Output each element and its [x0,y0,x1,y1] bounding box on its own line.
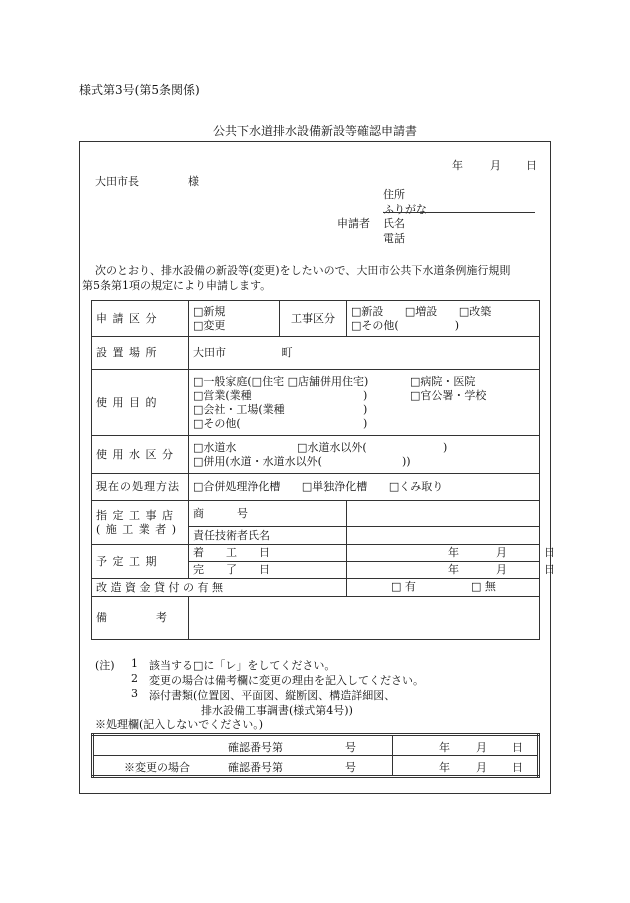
proc-henko-label: ※変更の場合 [124,761,190,774]
form-number: 様式第3号(第5条関係) [79,83,200,97]
checkbox-shinsetsu[interactable]: □新設 [351,304,384,318]
note-3: 添付書類(位置図、平面図、縦断図、構造詳細図、 [149,689,396,702]
chakko-day: 日 [544,546,555,559]
row-biko [92,597,540,640]
intro-line-1: 次のとおり、排水設備の新設等(変更)をしたいので、大田市公共下水道条例施行規則 [95,264,511,277]
note-2: 変更の場合は備考欄に変更の理由を記入してください。 [149,674,424,687]
checkbox-kaizo-no[interactable]: □ 無 [471,580,496,593]
label-shiyo-mokuteki: 使 用 目 的 [96,395,158,409]
row-kaizo-shikin [92,579,540,597]
proc-go-1: 号 [345,741,356,754]
checkbox-kaizo-yes[interactable]: □ 有 [391,580,416,593]
chakko-month: 月 [496,546,507,559]
applicant-name-label: 氏名 [383,217,405,230]
input-sekinin-gijutsusha[interactable] [347,527,540,545]
paren-eigyo: ) [363,388,368,402]
paren-sonota-mokuteki: ) [363,416,368,430]
checkbox-kaichiku[interactable]: □改築 [458,304,492,318]
checkbox-zosetsu[interactable]: □増設 [404,304,438,318]
note-2-num: 2 [131,672,138,685]
label-setchi-basho: 設 置 場 所 [96,346,158,359]
label-shiyo-sui: 使 用 水 区 分 [96,447,174,461]
row-shinsei-kubun [92,301,540,337]
row-shitei-kojiten-1 [92,501,540,527]
applicant-furigana-label: ふりがな [383,203,427,216]
checkbox-shinki[interactable]: □新規 [193,304,226,318]
intro-line-2: 第5条第1項の規定により申請します。 [82,279,272,292]
proc-day-1: 日 [512,741,523,754]
proc-month-2: 月 [476,761,487,774]
label-koji-kubun: 工事区分 [291,311,335,325]
date-month: 月 [490,159,501,172]
checkbox-ippan-katei[interactable]: □一般家庭(□住宅 □店舗併用住宅) [193,374,369,388]
checkbox-kankosho[interactable]: □官公署・学校 [410,388,487,402]
checkbox-kumitori[interactable]: □くみ取り [388,480,444,493]
applicant-address-label: 住所 [383,188,405,201]
notes-head: (注) [95,659,115,672]
applicant-label: 申請者 [337,217,370,230]
note-3-num: 3 [131,687,138,700]
proc-kakunin-label-2: 確認番号第 [228,761,283,774]
note-1: 該当する□に「レ」をしてください。 [149,659,336,672]
input-biko[interactable] [189,597,540,640]
label-biko: 備 考 [96,611,168,624]
label-shori-hoho: 現在の処理方法 [96,480,180,493]
proc-day-2: 日 [512,761,523,774]
kanryo-month: 月 [496,563,507,576]
setchi-city: 大田市 [193,346,226,359]
paren-kaisha: ) [363,402,368,416]
label-shitei-kojiten: 指 定 工 事 店 [96,508,174,522]
checkbox-sonota-mokuteki[interactable]: □その他( [193,416,241,430]
proc-month-1: 月 [476,741,487,754]
row-shiyo-mokuteki [92,370,540,436]
proc-go-2: 号 [345,761,356,774]
proc-kakunin-label-1: 確認番号第 [228,741,283,754]
proc-year-2: 年 [439,761,450,774]
note-1-num: 1 [131,657,138,670]
paren-close-koji: ) [454,318,459,332]
row-shori-hoho [92,474,540,501]
applicant-address-line [383,212,535,213]
input-shogo[interactable] [347,501,540,527]
row-setchi-basho [92,337,540,370]
label-shogo: 商 号 [193,506,248,520]
label-kanryo: 完 了 日 [193,563,270,576]
kanryo-year: 年 [448,563,459,576]
addressee-mayor: 大田市長 [95,175,139,188]
checkbox-suidosui-igai[interactable]: □水道水以外( [297,440,367,454]
checkbox-byoin[interactable]: □病院・医院 [410,374,476,388]
form-title: 公共下水道排水設備新設等確認申請書 [213,124,418,138]
row-shiyo-sui [92,436,540,474]
checkbox-sonota-koji[interactable]: □その他( [351,318,399,332]
application-table [91,300,555,640]
setchi-town: 町 [281,346,293,359]
addressee-sama: 様 [188,175,199,188]
kanryo-day: 日 [544,563,555,576]
label-sekinin-gijutsusha: 責任技術者氏名 [193,528,270,542]
note-3b: 排水設備工事調書(様式第4号)) [201,704,353,717]
row-chakko [92,545,540,562]
checkbox-henko[interactable]: □変更 [193,318,226,332]
label-seko-gyosha: ( 施 工 業 者 ) [96,522,178,536]
chakko-year: 年 [448,546,459,559]
applicant-phone-label: 電話 [383,232,405,245]
checkbox-heiyo[interactable]: □併用(水道・水道水以外( [193,454,322,468]
checkbox-gappei[interactable]: □合併処理浄化槽 [193,480,281,493]
paren-heiyo: )) [402,454,411,468]
date-year: 年 [452,159,463,172]
label-shinsei-kubun: 申 請 区 分 [96,311,158,325]
proc-row-1 [93,735,539,756]
proc-row-2 [93,756,539,777]
proc-year-1: 年 [439,741,450,754]
processing-table [91,733,540,778]
date-day: 日 [526,159,537,172]
label-kaizo-shikin: 改 造 資 金 貸 付 の 有 無 [96,580,223,594]
checkbox-kaisha[interactable]: □会社・工場(業種 [193,402,285,416]
label-yotei-koki: 予 定 工 期 [96,554,158,568]
checkbox-tandoku[interactable]: □単独浄化槽 [301,480,368,493]
checkbox-eigyo[interactable]: □営業(業種 [193,388,252,402]
paren-suidosui-igai: ) [443,440,448,454]
checkbox-suidosui[interactable]: □水道水 [193,440,237,454]
label-chakko: 着 工 日 [193,546,270,559]
processing-section-heading: ※処理欄(記入しないでください。) [95,718,264,731]
